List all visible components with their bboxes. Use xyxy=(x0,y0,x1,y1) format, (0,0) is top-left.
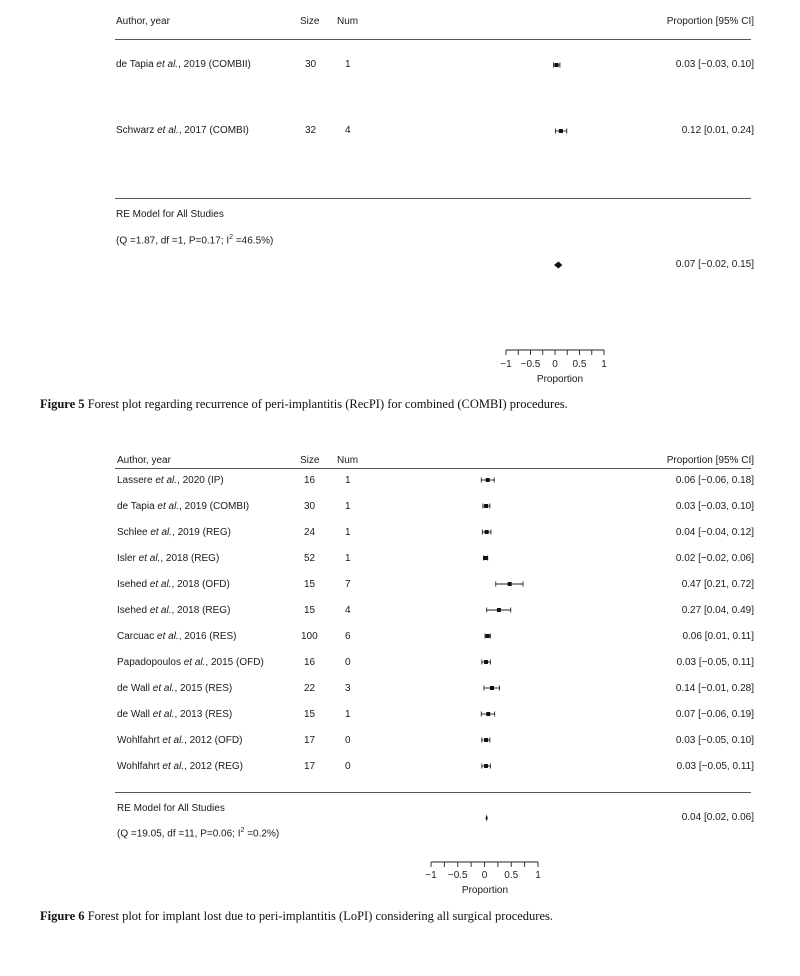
column-header-author: Author, year xyxy=(116,16,170,27)
study-size: 15 xyxy=(304,605,316,616)
study-size: 30 xyxy=(304,501,316,512)
study-size: 17 xyxy=(304,735,316,746)
tick-label: −0.5 xyxy=(447,870,468,881)
study-marker xyxy=(482,764,491,769)
tick-label: −1 xyxy=(500,359,512,370)
study-label: de Tapia et al., 2019 (COMBI) xyxy=(117,501,250,512)
study-label: Wohlfahrt et al., 2012 (REG) xyxy=(117,761,243,772)
figure-6-marks xyxy=(425,478,541,882)
point-estimate xyxy=(554,63,558,67)
study-ci-text: 0.47 [0.21, 0.72] xyxy=(681,579,754,590)
study-label: Carcuac et al., 2016 (RES) xyxy=(117,631,237,642)
column-header-author: Author, year xyxy=(117,455,171,466)
column-header-ci: Proportion [95% CI] xyxy=(666,16,754,27)
study-label: Isehed et al., 2018 (OFD) xyxy=(117,579,230,590)
study-size: 16 xyxy=(304,475,316,486)
study-num: 0 xyxy=(345,735,351,746)
x-axis-label: Proportion xyxy=(536,374,584,385)
study-ci-text: 0.14 [−0.01, 0.28] xyxy=(675,683,754,694)
x-axis xyxy=(500,350,607,370)
study-num: 3 xyxy=(345,683,351,694)
column-header-num: Num xyxy=(337,455,359,466)
figure-5-marks xyxy=(500,63,607,371)
summary-ci-text: 0.04 [0.02, 0.06] xyxy=(681,812,754,823)
study-size: 52 xyxy=(304,553,316,564)
tick-label: 1 xyxy=(535,870,541,881)
study-num: 1 xyxy=(345,527,351,538)
study-ci-text: 0.06 [0.01, 0.11] xyxy=(682,631,754,642)
study-num: 7 xyxy=(345,579,351,590)
summary-stats: (Q =1.87, df =1, P=0.17; $I^2 =46.5\%$) xyxy=(116,234,274,247)
study-size: 24 xyxy=(304,527,316,538)
study-marker xyxy=(482,660,491,665)
point-estimate xyxy=(508,582,512,586)
tick-label: −1 xyxy=(425,870,437,881)
point-estimate xyxy=(484,764,488,768)
study-num: 4 xyxy=(345,125,351,136)
study-ci-text: 0.06 [−0.06, 0.18] xyxy=(675,475,754,486)
point-estimate xyxy=(486,634,490,638)
column-header-size: Size xyxy=(300,455,320,466)
study-label: Isehed et al., 2018 (REG) xyxy=(117,605,231,616)
study-ci-text: 0.12 [0.01, 0.24] xyxy=(681,125,754,136)
tick-label: 0.5 xyxy=(572,359,587,370)
point-estimate xyxy=(484,556,488,560)
study-ci-text: 0.27 [0.04, 0.49] xyxy=(681,605,754,616)
study-marker xyxy=(481,478,494,483)
study-num: 1 xyxy=(345,553,351,564)
study-marker xyxy=(487,608,511,613)
tick-label: −0.5 xyxy=(520,359,541,370)
study-size: 22 xyxy=(304,683,316,694)
study-marker xyxy=(482,530,491,535)
study-ci-text: 0.03 [−0.03, 0.10] xyxy=(675,501,754,512)
point-estimate xyxy=(484,738,488,742)
study-size: 15 xyxy=(304,579,316,590)
study-label: Schwarz et al., 2017 (COMBI) xyxy=(116,125,249,136)
study-marker xyxy=(483,504,490,509)
study-ci-text: 0.04 [−0.04, 0.12] xyxy=(675,527,754,538)
study-label: Papadopoulos et al., 2015 (OFD) xyxy=(117,657,264,668)
point-estimate xyxy=(559,129,563,133)
study-size: 100 xyxy=(301,631,318,642)
point-estimate xyxy=(486,712,490,716)
column-header-ci: Proportion [95% CI] xyxy=(666,455,754,466)
study-label: de Tapia et al., 2019 (COMBII) xyxy=(116,59,251,70)
figure-5-caption: Figure 5 Forest plot regarding recurrence of peri-implantitis (RecPI) for combined (COMBI) procedures. xyxy=(40,397,568,411)
study-label: Schlee et al., 2019 (REG) xyxy=(117,527,231,538)
point-estimate xyxy=(490,686,494,690)
study-ci-text: 0.03 [−0.05, 0.11] xyxy=(676,761,754,772)
point-estimate xyxy=(484,504,488,508)
study-size: 17 xyxy=(304,761,316,772)
study-ci-text: 0.03 [−0.05, 0.11] xyxy=(676,657,754,668)
summary-diamond xyxy=(486,815,488,822)
study-marker xyxy=(483,556,487,561)
study-num: 6 xyxy=(345,631,351,642)
study-marker xyxy=(482,738,490,743)
study-num: 0 xyxy=(345,761,351,772)
study-num: 1 xyxy=(345,709,351,720)
study-label: Isler et al., 2018 (REG) xyxy=(117,553,220,564)
summary-ci-text: 0.07 [−0.02, 0.15] xyxy=(675,259,754,270)
summary-diamond xyxy=(554,262,562,269)
study-label: Wohlfahrt et al., 2012 (OFD) xyxy=(117,735,243,746)
study-size: 15 xyxy=(304,709,316,720)
study-marker xyxy=(484,686,500,691)
study-label: Lassere et al., 2020 (IP) xyxy=(117,475,224,486)
study-ci-text: 0.03 [−0.03, 0.10] xyxy=(675,59,754,70)
study-marker xyxy=(496,582,523,587)
study-num: 1 xyxy=(345,475,351,486)
column-header-num: Num xyxy=(337,16,359,27)
point-estimate xyxy=(486,478,490,482)
study-num: 0 xyxy=(345,657,351,668)
tick-label: 1 xyxy=(601,359,607,370)
study-marker xyxy=(485,634,490,639)
study-marker xyxy=(481,712,494,717)
summary-label: RE Model for All Studies xyxy=(117,803,225,814)
study-marker xyxy=(555,129,566,134)
x-axis-label: Proportion xyxy=(461,885,509,896)
figure-6-caption: Figure 6 Forest plot for implant lost due to peri-implantitis (LoPI) considering all surgical procedures. xyxy=(40,909,553,923)
point-estimate xyxy=(485,530,489,534)
study-size: 30 xyxy=(305,59,317,70)
summary-stats: (Q =19.05, df =11, P=0.06; $I^2 =0.2\%$) xyxy=(117,827,280,840)
study-num: 4 xyxy=(345,605,351,616)
point-estimate xyxy=(497,608,501,612)
point-estimate xyxy=(484,660,488,664)
column-header-size: Size xyxy=(300,16,320,27)
study-size: 16 xyxy=(304,657,316,668)
study-size: 32 xyxy=(305,125,317,136)
study-marker xyxy=(554,63,560,68)
tick-label: 0 xyxy=(552,359,558,370)
study-label: de Wall et al., 2015 (RES) xyxy=(117,683,233,694)
study-label: de Wall et al., 2013 (RES) xyxy=(117,709,233,720)
summary-label: RE Model for All Studies xyxy=(116,209,224,220)
tick-label: 0 xyxy=(481,870,488,881)
study-ci-text: 0.07 [−0.06, 0.19] xyxy=(675,709,754,720)
x-axis xyxy=(425,862,541,881)
tick-label: 0.5 xyxy=(504,870,519,881)
study-ci-text: 0.03 [−0.05, 0.10] xyxy=(675,735,754,746)
study-ci-text: 0.02 [−0.02, 0.06] xyxy=(675,553,754,564)
study-num: 1 xyxy=(345,59,351,70)
study-num: 1 xyxy=(345,501,351,512)
